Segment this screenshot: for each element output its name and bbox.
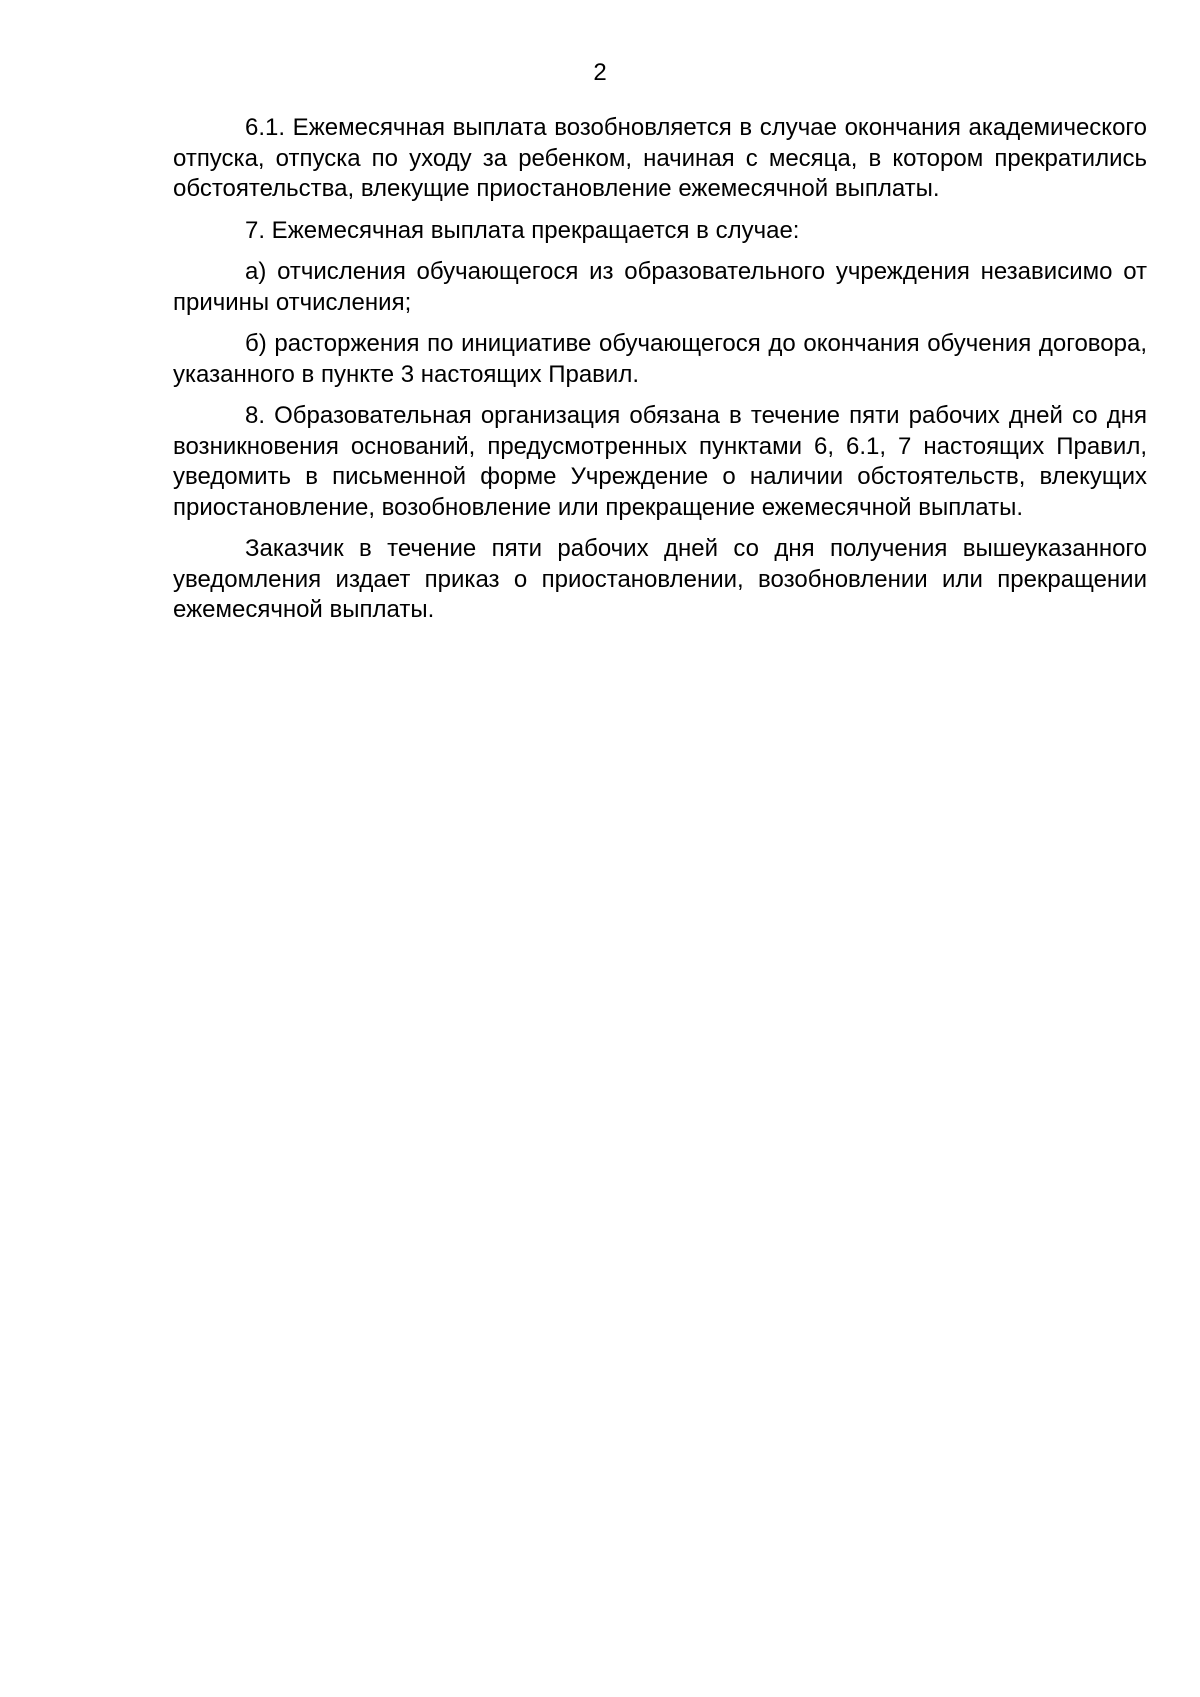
paragraph-7-b: б) расторжения по инициативе обучающегося до окончания обучения договора, указанного в пункте 3 настоящих Правил. [173,330,1147,388]
paragraph-customer-order: Заказчик в течение пяти рабочих дней со дня получения вышеуказанного уведомления издает приказ о приостановлении, возобновлении или прекращении ежемесячной выплаты. [173,535,1147,623]
paragraph-6-1: 6.1. Ежемесячная выплата возобновляется в случае окончания академического отпуска, отпуска по уходу за ребенком, начиная с месяца, в котором прекратились обстоятельства, влекущие приостановление ежемесячной выплаты. [173,114,1147,202]
paragraph-7-a: а) отчисления обучающегося из образовательного учреждения независимо от причины отчисления; [173,258,1147,316]
paragraph-7: 7. Ежемесячная выплата прекращается в случае: [245,216,800,244]
page-number: 2 [593,59,607,86]
paragraph-8: 8. Образовательная организация обязана в течение пяти рабочих дней со дня возникновения оснований, предусмотренных пунктами 6, 6.1, 7 настоящих Правил, уведомить в письменной форме Учреждение о наличии обстоятельств, влекущих приостановление, возобновление или прекращение ежемесячной выплаты. [173,402,1147,521]
document-body [173,113,1147,637]
